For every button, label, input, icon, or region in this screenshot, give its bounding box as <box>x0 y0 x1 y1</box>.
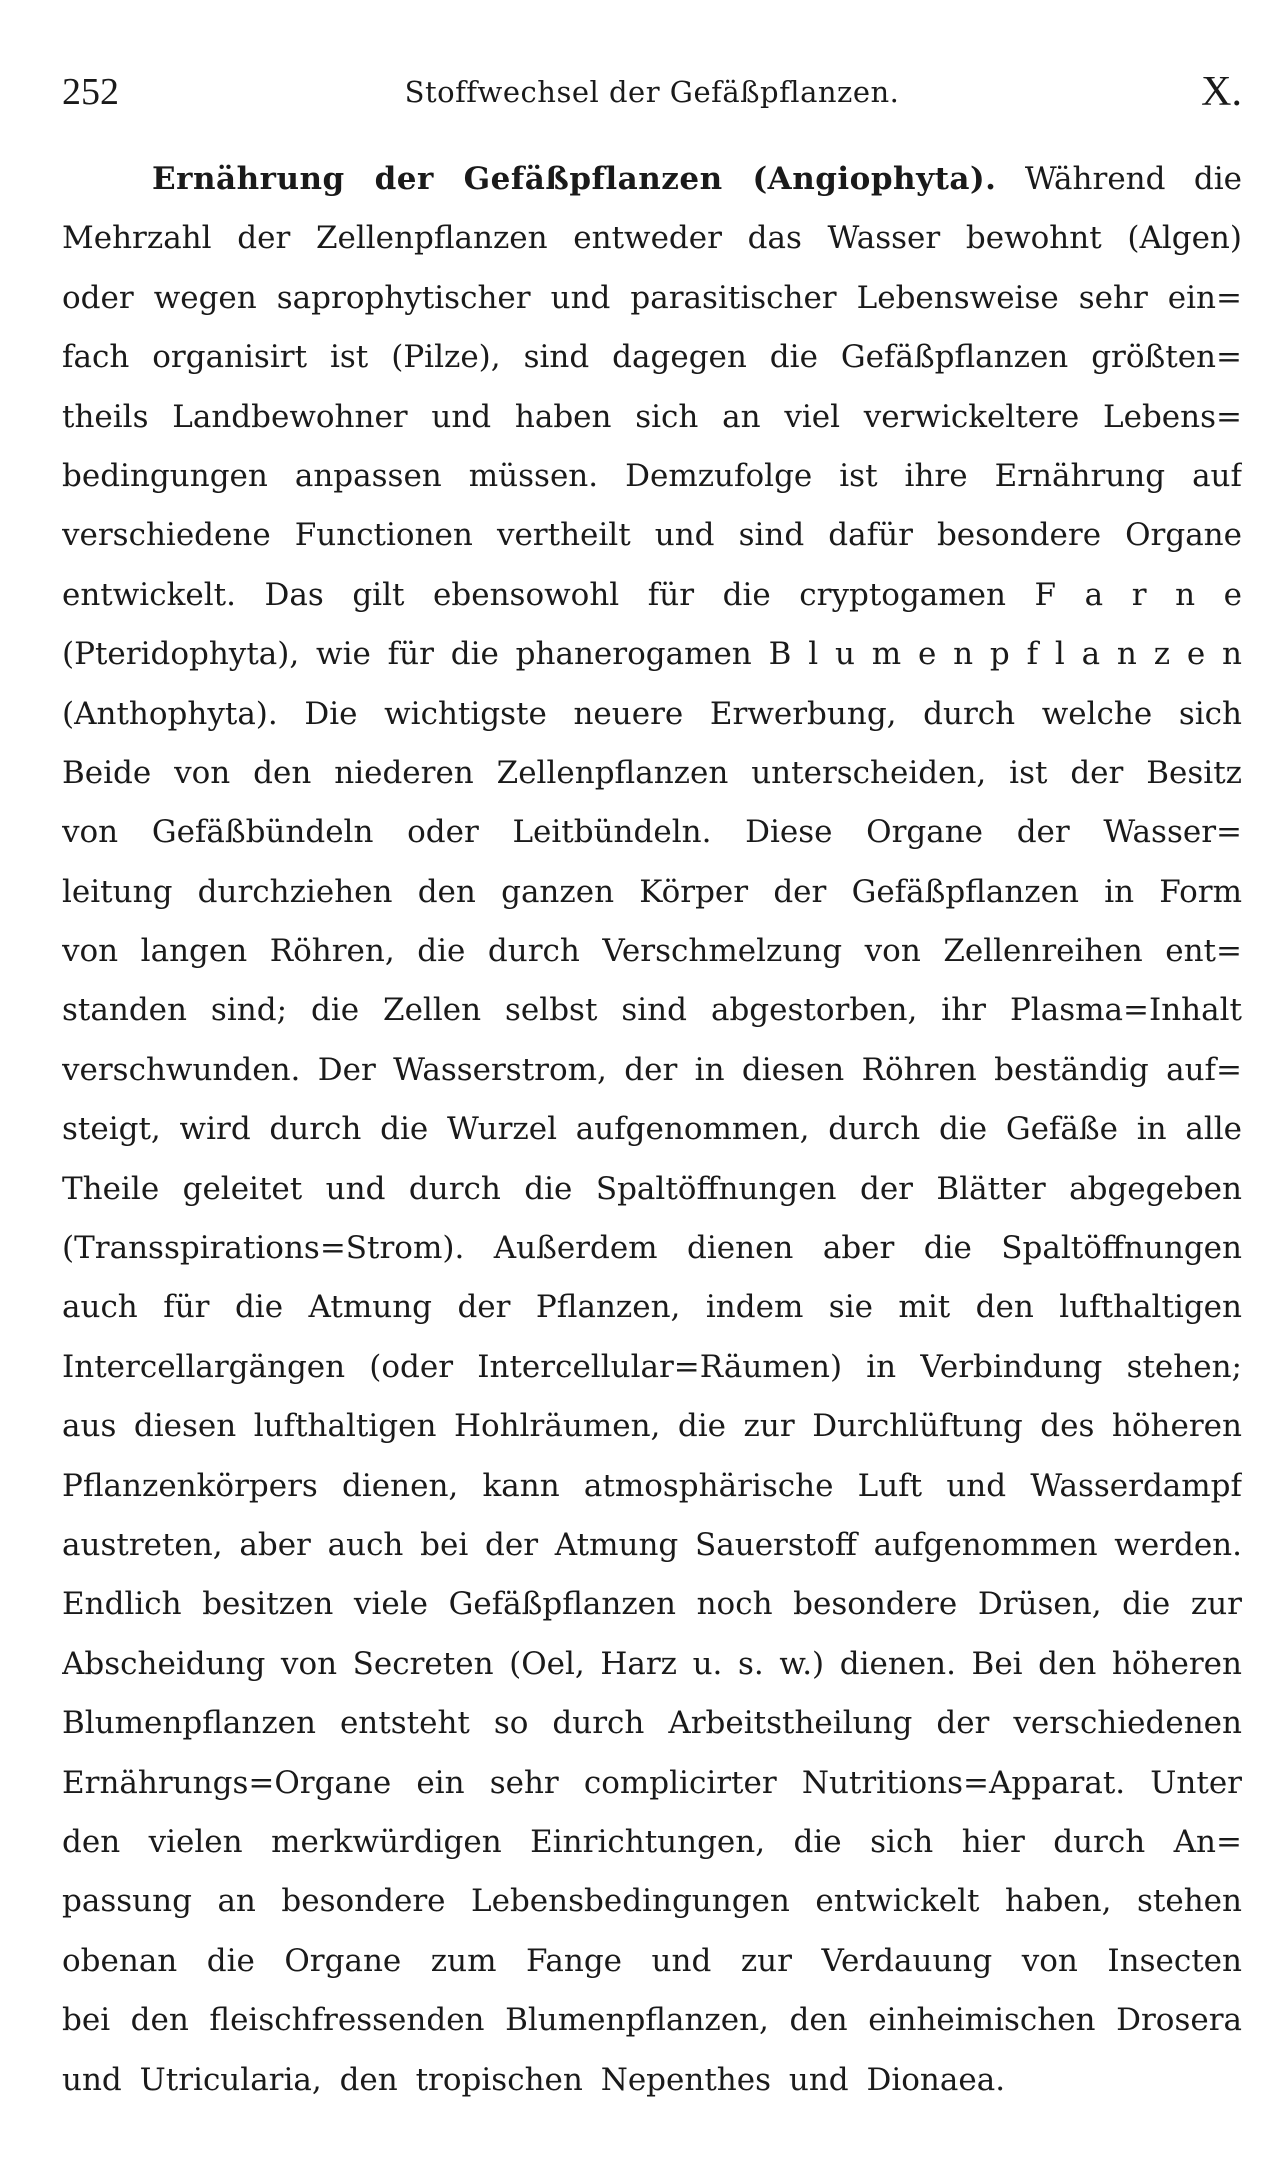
paragraph-line: Endlich besitzen viele Gefäßpflanzen noch besondere Drüsen, die zur <box>62 1586 1242 1623</box>
paragraph-line: den vielen merkwürdigen Einrichtungen, die sich hier durch An= <box>62 1823 1242 1860</box>
paragraph-line: fach organisirt ist (Pilze), sind dagegen die Gefäßpflanzen größten= <box>62 339 1242 376</box>
paragraph-line: Blumenpflanzen entsteht so durch Arbeitstheilung der verschiedenen <box>62 1705 1242 1742</box>
paragraph-line: theils Landbewohner und haben sich an viel verwickeltere Lebens= <box>62 398 1242 435</box>
paragraph-line: standen sind; die Zellen selbst sind abgestorben, ihr Plasma=Inhalt <box>62 992 1242 1029</box>
paragraph-line: bei den fleischfressenden Blumenpflanzen, den einheimischen Drosera <box>62 2002 1242 2039</box>
paragraph-line: obenan die Organe zum Fange und zur Verdauung von Insecten <box>62 1942 1242 1979</box>
paragraph-line: Theile geleitet und durch die Spaltöffnungen der Blätter abgegeben <box>62 1170 1242 1207</box>
paragraph-line: steigt, wird durch die Wurzel aufgenommen, durch die Gefäße in alle <box>62 1111 1242 1148</box>
paragraph-line: (Anthophyta). Die wichtigste neuere Erwerbung, durch welche sich <box>62 695 1242 732</box>
paragraph-line: von Gefäßbündeln oder Leitbündeln. Diese Organe der Wasser= <box>62 814 1242 851</box>
page-number: 252 <box>62 71 119 113</box>
paragraph-line: und Utricularia, den tropischen Nepenthes und Dionaea. <box>62 2061 1006 2098</box>
paragraph-line: passung an besondere Lebensbedingungen entwickelt haben, stehen <box>62 1883 1242 1920</box>
paragraph-line: Beide von den niederen Zellenpflanzen unterscheiden, ist der Besitz <box>62 754 1242 791</box>
paragraph-line: oder wegen saprophytischer und parasitischer Lebensweise sehr ein= <box>62 279 1242 316</box>
paragraph-line: Intercellargängen (oder Intercellular=Räumen) in Verbindung stehen; <box>62 1348 1242 1385</box>
paragraph-line: aus diesen lufthaltigen Hohlräumen, die zur Durchlüftung des höheren <box>62 1408 1242 1445</box>
first-line-text: Während die <box>996 161 1242 197</box>
paragraph-line: Ernährungs=Organe ein sehr complicirter Nutritions=Apparat. Unter <box>62 1764 1242 1801</box>
paragraph-line: Pflanzenkörpers dienen, kann atmosphärische Luft und Wasserdampf <box>62 1467 1242 1504</box>
paragraph-line: leitung durchziehen den ganzen Körper der Gefäßpflanzen in Form <box>62 873 1242 910</box>
paragraph-line <box>62 150 1242 209</box>
paragraph-line: bedingungen anpassen müssen. Demzufolge ist ihre Ernährung auf <box>62 457 1242 494</box>
chapter-number: X. <box>1201 69 1242 115</box>
page-header <box>62 62 1242 122</box>
paragraph-line: Abscheidung von Secreten (Oel, Harz u. s. w.) dienen. Bei den höheren <box>62 1645 1242 1682</box>
paragraph-line: von langen Röhren, die durch Verschmelzung von Zellenreihen ent= <box>62 933 1242 970</box>
paragraph-line: (Pteridophyta), wie für die phanerogamen B l u m e n p f l a n z e n <box>62 636 1242 673</box>
paragraph-line: (Transspirations=Strom). Außerdem dienen aber die Spaltöffnungen <box>62 1230 1242 1267</box>
paragraph-line: Mehrzahl der Zellenpflanzen entweder das Wasser bewohnt (Algen) <box>62 220 1242 257</box>
paragraph-line: auch für die Atmung der Pflanzen, indem sie mit den lufthaltigen <box>62 1289 1242 1326</box>
paragraph-line: entwickelt. Das gilt ebensowohl für die cryptogamen F a r n e <box>62 576 1242 613</box>
paragraph-line: verschwunden. Der Wasserstrom, der in diesen Röhren beständig auf= <box>62 1051 1242 1088</box>
paragraph-line: verschiedene Functionen vertheilt und sind dafür besondere Organe <box>62 517 1242 554</box>
paragraph <box>62 150 1242 2110</box>
running-title: Stoffwechsel der Gefäßpflanzen. <box>404 75 900 109</box>
paragraph-line: austreten, aber auch bei der Atmung Sauerstoff aufgenommen werden. <box>62 1526 1242 1563</box>
section-heading: Ernährung der Gefäßpflanzen (Angiophyta). <box>152 161 997 197</box>
